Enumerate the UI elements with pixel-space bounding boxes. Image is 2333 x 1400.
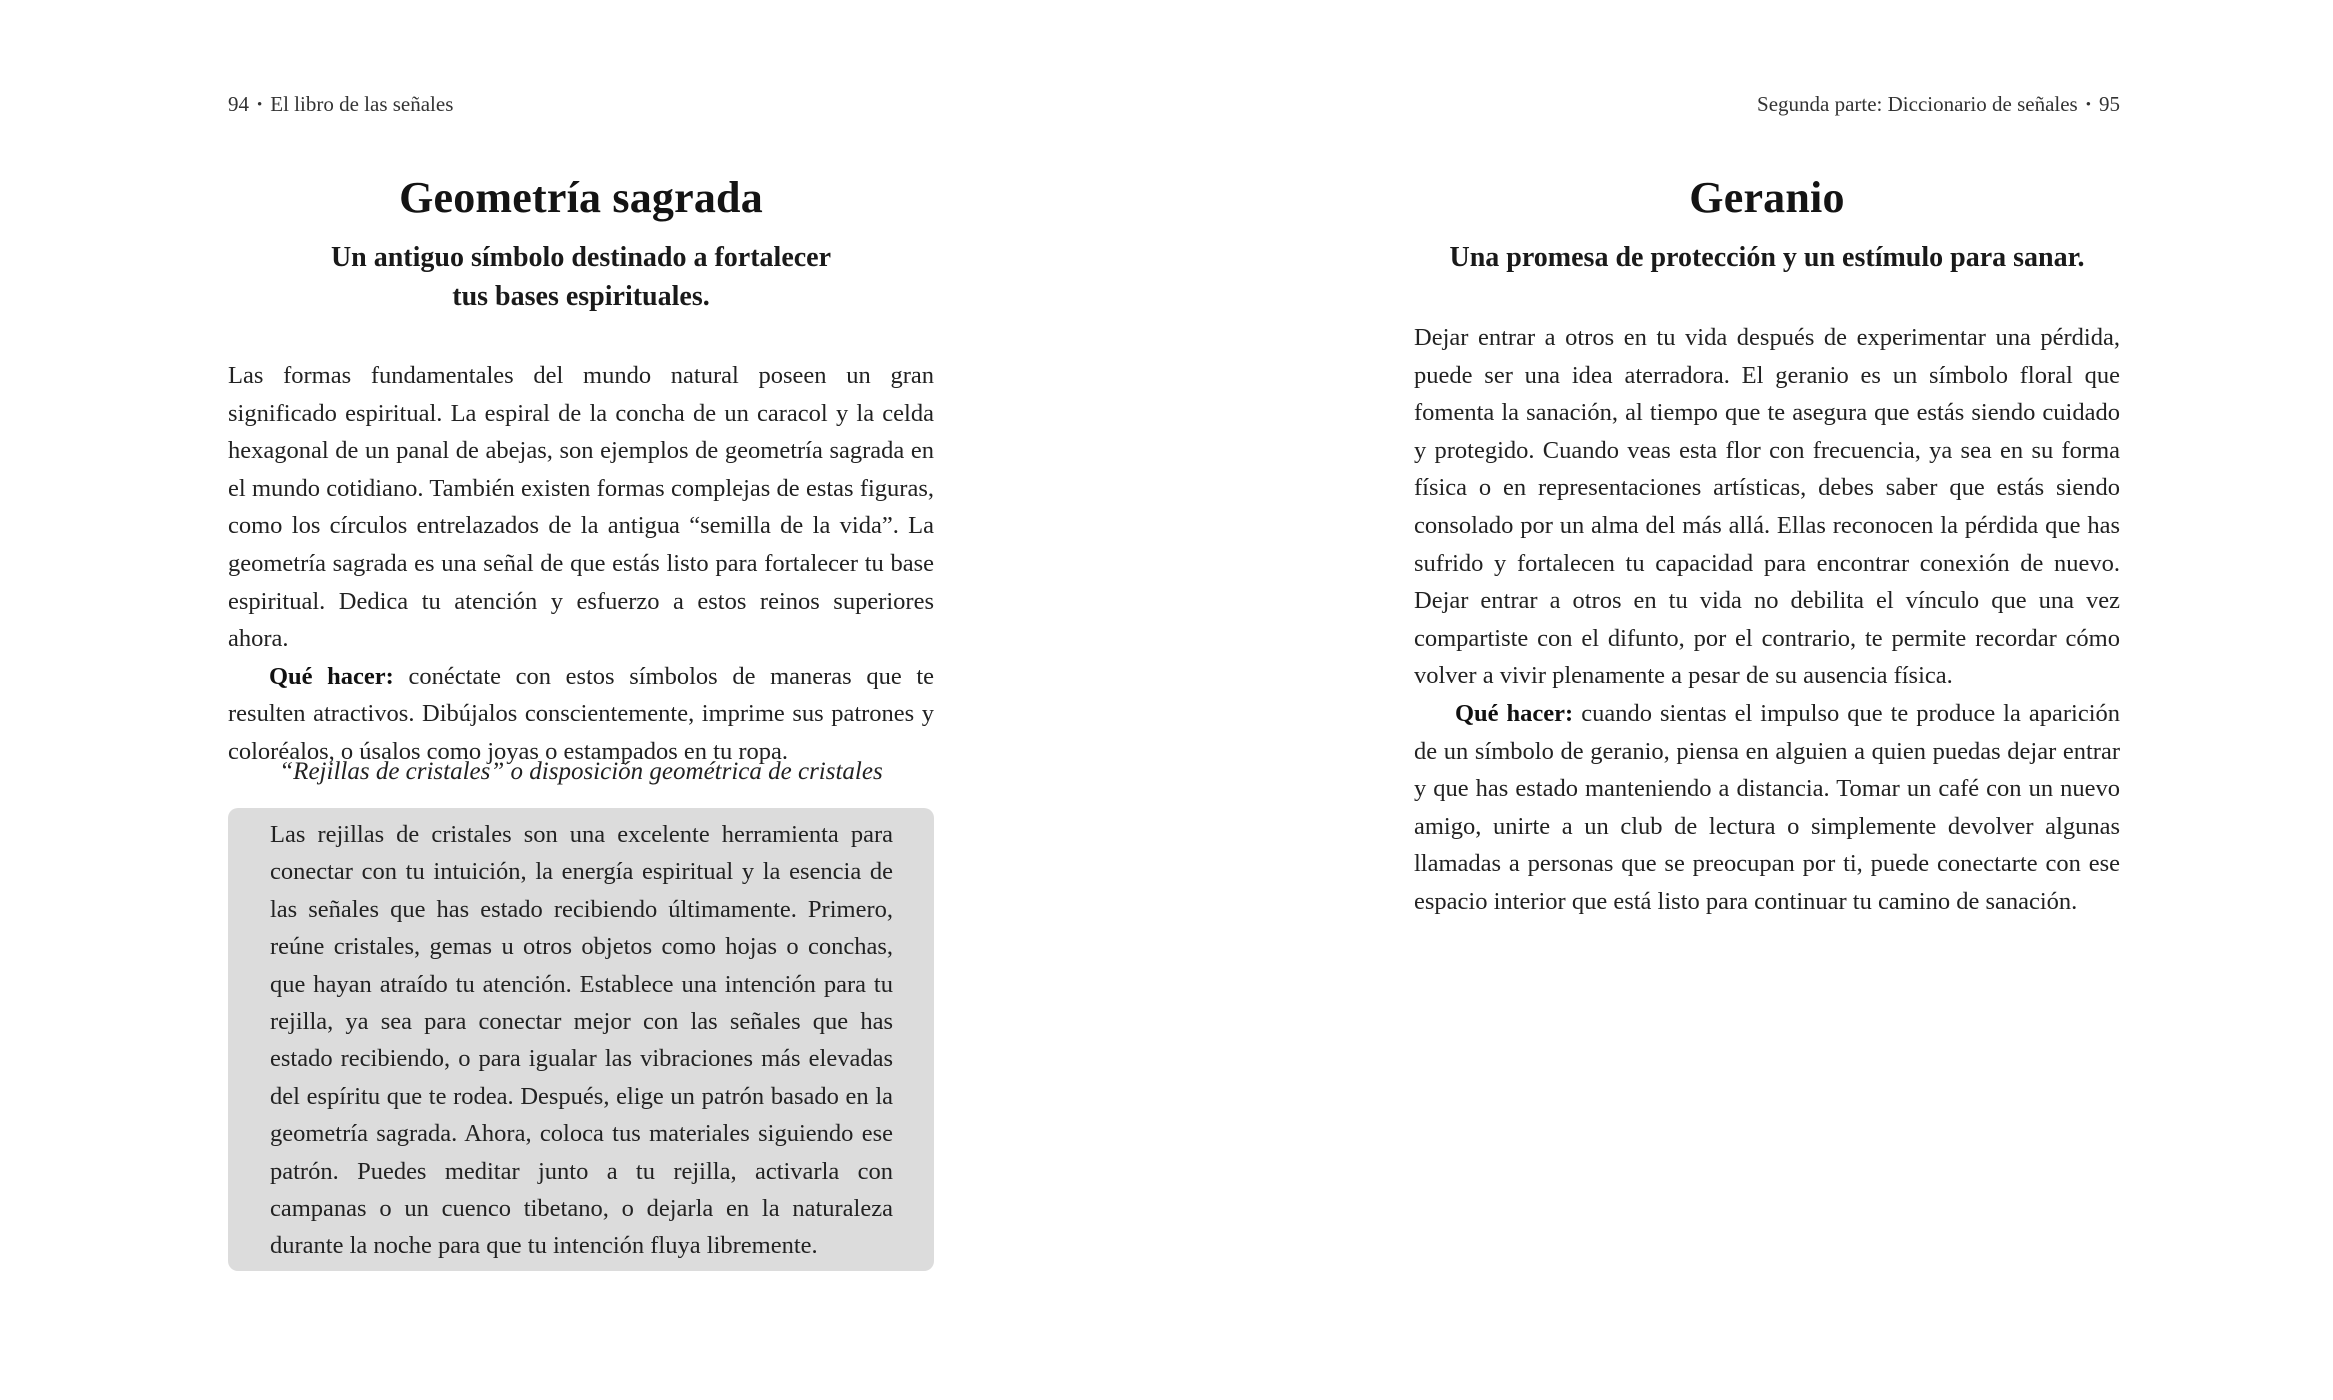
paragraph-what-to-do (228, 658, 934, 771)
what-to-do-label: Qué hacer: (269, 662, 394, 690)
entry-subtitle-geometria: Un antiguo símbolo destinado a fortalecer tus bases espirituales. (330, 242, 832, 312)
entry-title-geranio: Geranio (1689, 173, 1845, 222)
what-to-do-label: Qué hacer: (1455, 699, 1574, 727)
running-head-left (228, 92, 453, 117)
sidebar-title: “Rejillas de cristales” o disposición geométrica de cristales (279, 758, 883, 785)
left-page (228, 0, 934, 1400)
page-number-left: 94 (228, 92, 249, 116)
body-text-geranio (1414, 319, 2120, 921)
paragraph-intro: Dejar entrar a otros en tu vida después de experimentar una pérdida, puede ser una idea aterradora. El geranio es un símbolo floral que fomenta la sanación, al tiempo que te asegura que estás siendo cuidado y protegido. Cuando veas esta flor con frecuencia, ya sea en su forma física o en representaciones artísticas, debes saber que estás siendo consolado por un alma del más allá. Ellas reconocen la pérdida que has sufrido y fortalecen tu capacidad para encontrar conexión de nuevo. Dejar entrar a otros en tu vida no debilita el vínculo que una vez compartiste con el difunto, por el contrario, te permite recordar cómo volver a vivir plenamente a pesar de su ausencia física. (1414, 324, 2120, 690)
what-to-do-text: conéctate con estos símbolos de maneras que te resulten atractivos. Dibújalos conscientemente, imprime sus patrones y coloréalos, o úsalos como joyas o estampados en tu ropa. (228, 662, 934, 765)
paragraph-what-to-do (1414, 695, 2120, 921)
paragraph-intro: Las formas fundamentales del mundo natural poseen un gran significado espiritual. La espiral de la concha de un caracol y la celda hexagonal de un panal de abejas, son ejemplos de geometría sagrada en el mundo cotidiano. También existen formas complejas de estas figuras, como los círculos entrelazados de la antigua “semilla de la vida”. La geometría sagrada es una señal de que estás listo para fortalecer tu base espiritual. Dedica tu atención y esfuerzo a estos reinos superiores ahora. (228, 362, 934, 653)
body-text-geometria (228, 357, 934, 771)
entry-title-geometria: Geometría sagrada (399, 173, 763, 222)
bullet-separator: • (2085, 97, 2091, 113)
book-title: El libro de las señales (270, 92, 454, 116)
entry-subtitle-geranio: Una promesa de protección y un estímulo para sanar. (1449, 242, 2085, 273)
sidebar-box (228, 808, 934, 1271)
right-page (1414, 0, 2120, 1400)
page-number-right: 95 (2099, 92, 2120, 116)
what-to-do-text: cuando sientas el impulso que te produce la aparición de un símbolo de geranio, piensa en alguien a quien puedas dejar entrar y que has estado manteniendo a distancia. Tomar un café con un nuevo amigo, unirte a un club de lectura o simplemente devolver algunas llamadas a personas que se preocupan por ti, puede conectarte con ese espacio interior que está listo para continuar tu camino de sanación. (1414, 699, 2121, 915)
sidebar-text: Las rejillas de cristales son una excelente herramienta para conectar con tu intuición, la energía espiritual y la esencia de las señales que has estado recibiendo últimamente. Primero, reúne cristales, gemas u otros objetos como hojas o conchas, que hayan atraído tu atención. Establece una intención para tu rejilla, ya sea para conectar mejor con las señales que has estado recibiendo, o para igualar las vibraciones más elevadas del espíritu que te rodea. Después, elige un patrón basado en la geometría sagrada. Ahora, coloca tus materiales siguiendo ese patrón. Puedes meditar junto a tu rejilla, activarla con campanas o un cuenco tibetano, o dejarla en la naturaleza durante la noche para que tu intención fluya libremente. (270, 821, 893, 1260)
section-title: Segunda parte: Diccionario de señales (1757, 92, 2078, 116)
running-head-right (1757, 92, 2120, 117)
bullet-separator: • (257, 97, 263, 113)
